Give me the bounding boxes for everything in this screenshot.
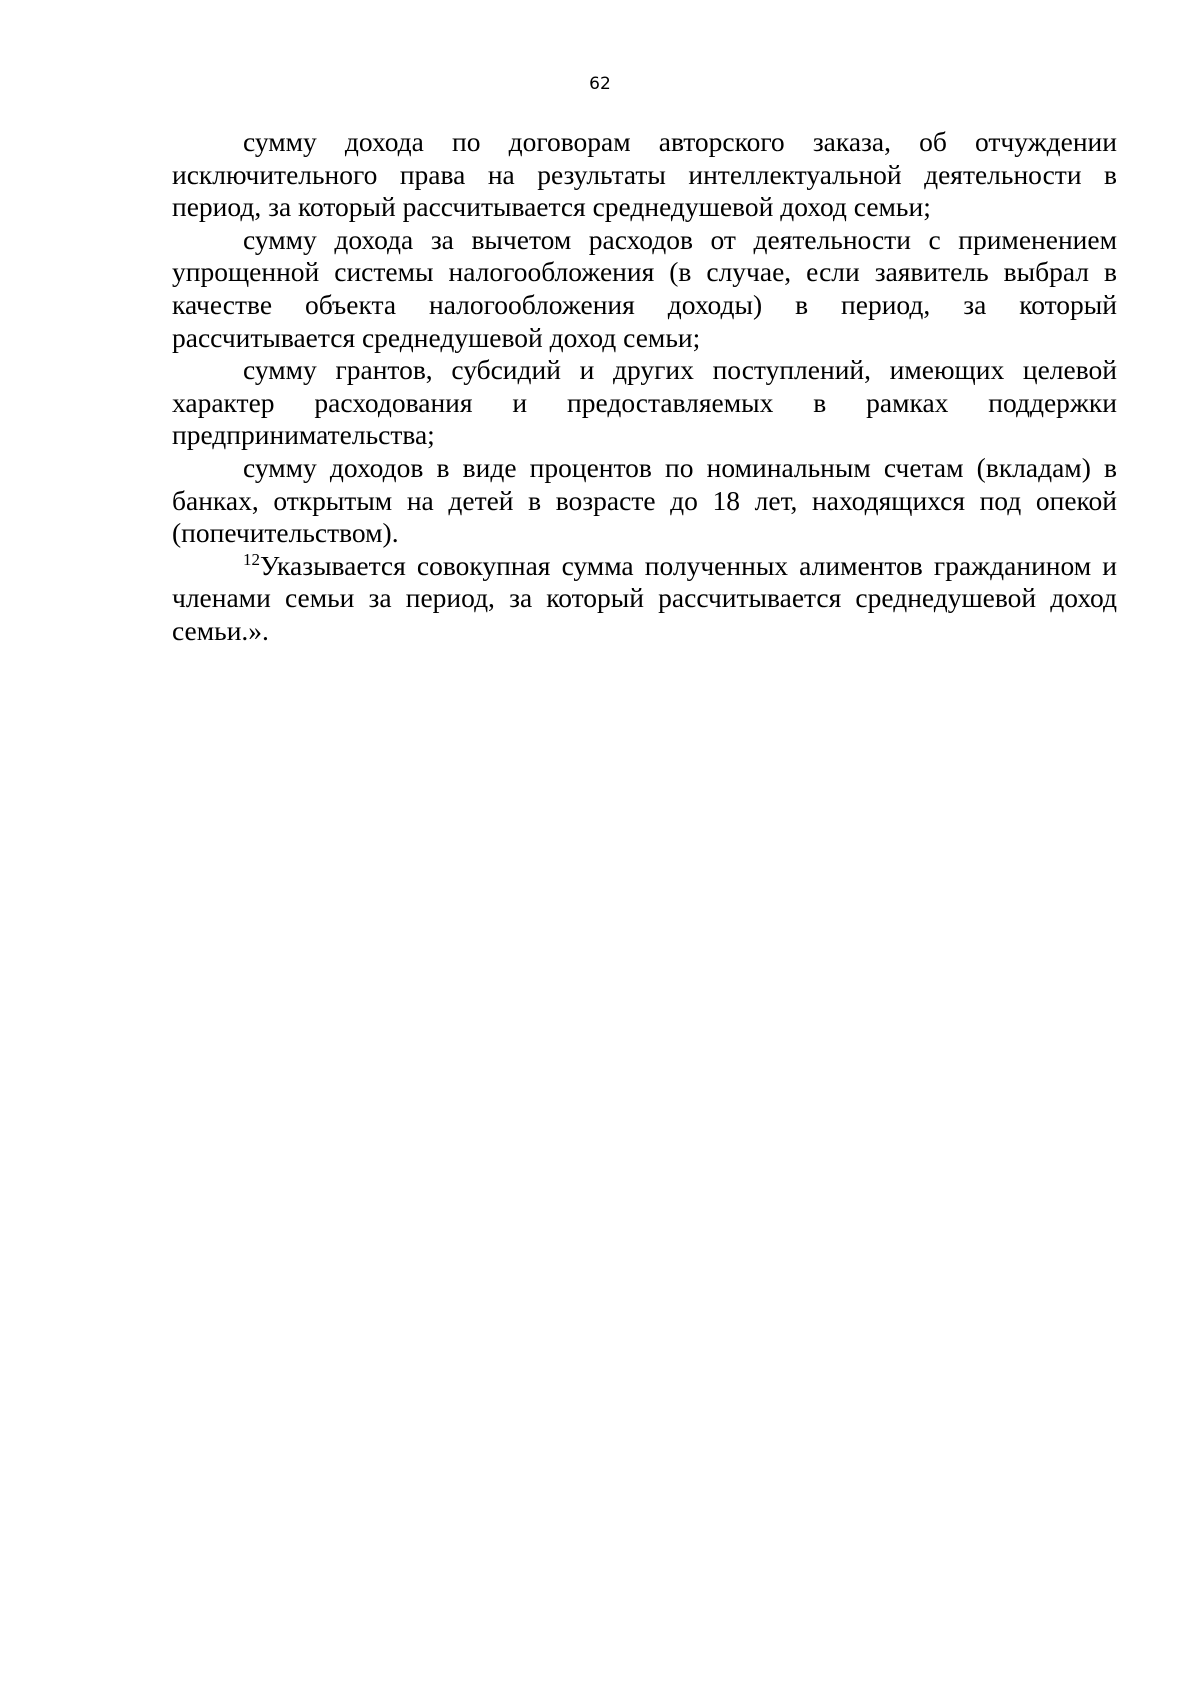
footnote-text: Указывается совокупная сумма полученных алиментов гражданином и членами семьи за период, за который рассчитывается среднедушевой доход семьи.».	[172, 549, 1117, 646]
paragraph-simplified-tax-income: сумму дохода за вычетом расходов от деятельности с применением упрощенной системы налогообложения (в случае, если заявитель выбрал в качестве объекта налогообложения доходы) в период, за который рассчитывается среднедушевой доход семьи;	[172, 223, 1117, 353]
body-text	[172, 126, 1117, 648]
page-number: 62	[589, 74, 611, 94]
paragraph-grants-subsidies: сумму грантов, субсидий и других поступлений, имеющих целевой характер расходования и предоставляемых в рамках поддержки предпринимательства;	[172, 354, 1117, 451]
footnote-mark: 12	[243, 549, 260, 569]
paragraph-nominal-account-interest: сумму доходов в виде процентов по номинальным счетам (вкладам) в банках, открытым на детей в возрасте до 18 лет, находящихся под опекой (попечительством).	[172, 451, 1117, 549]
footnote-paragraph	[172, 550, 1117, 648]
paragraph-author-order-income: сумму дохода по договорам авторского заказа, об отчуждении исключительного права на результаты интеллектуальной деятельности в период, за который рассчитывается среднедушевой доход семьи;	[172, 126, 1117, 223]
